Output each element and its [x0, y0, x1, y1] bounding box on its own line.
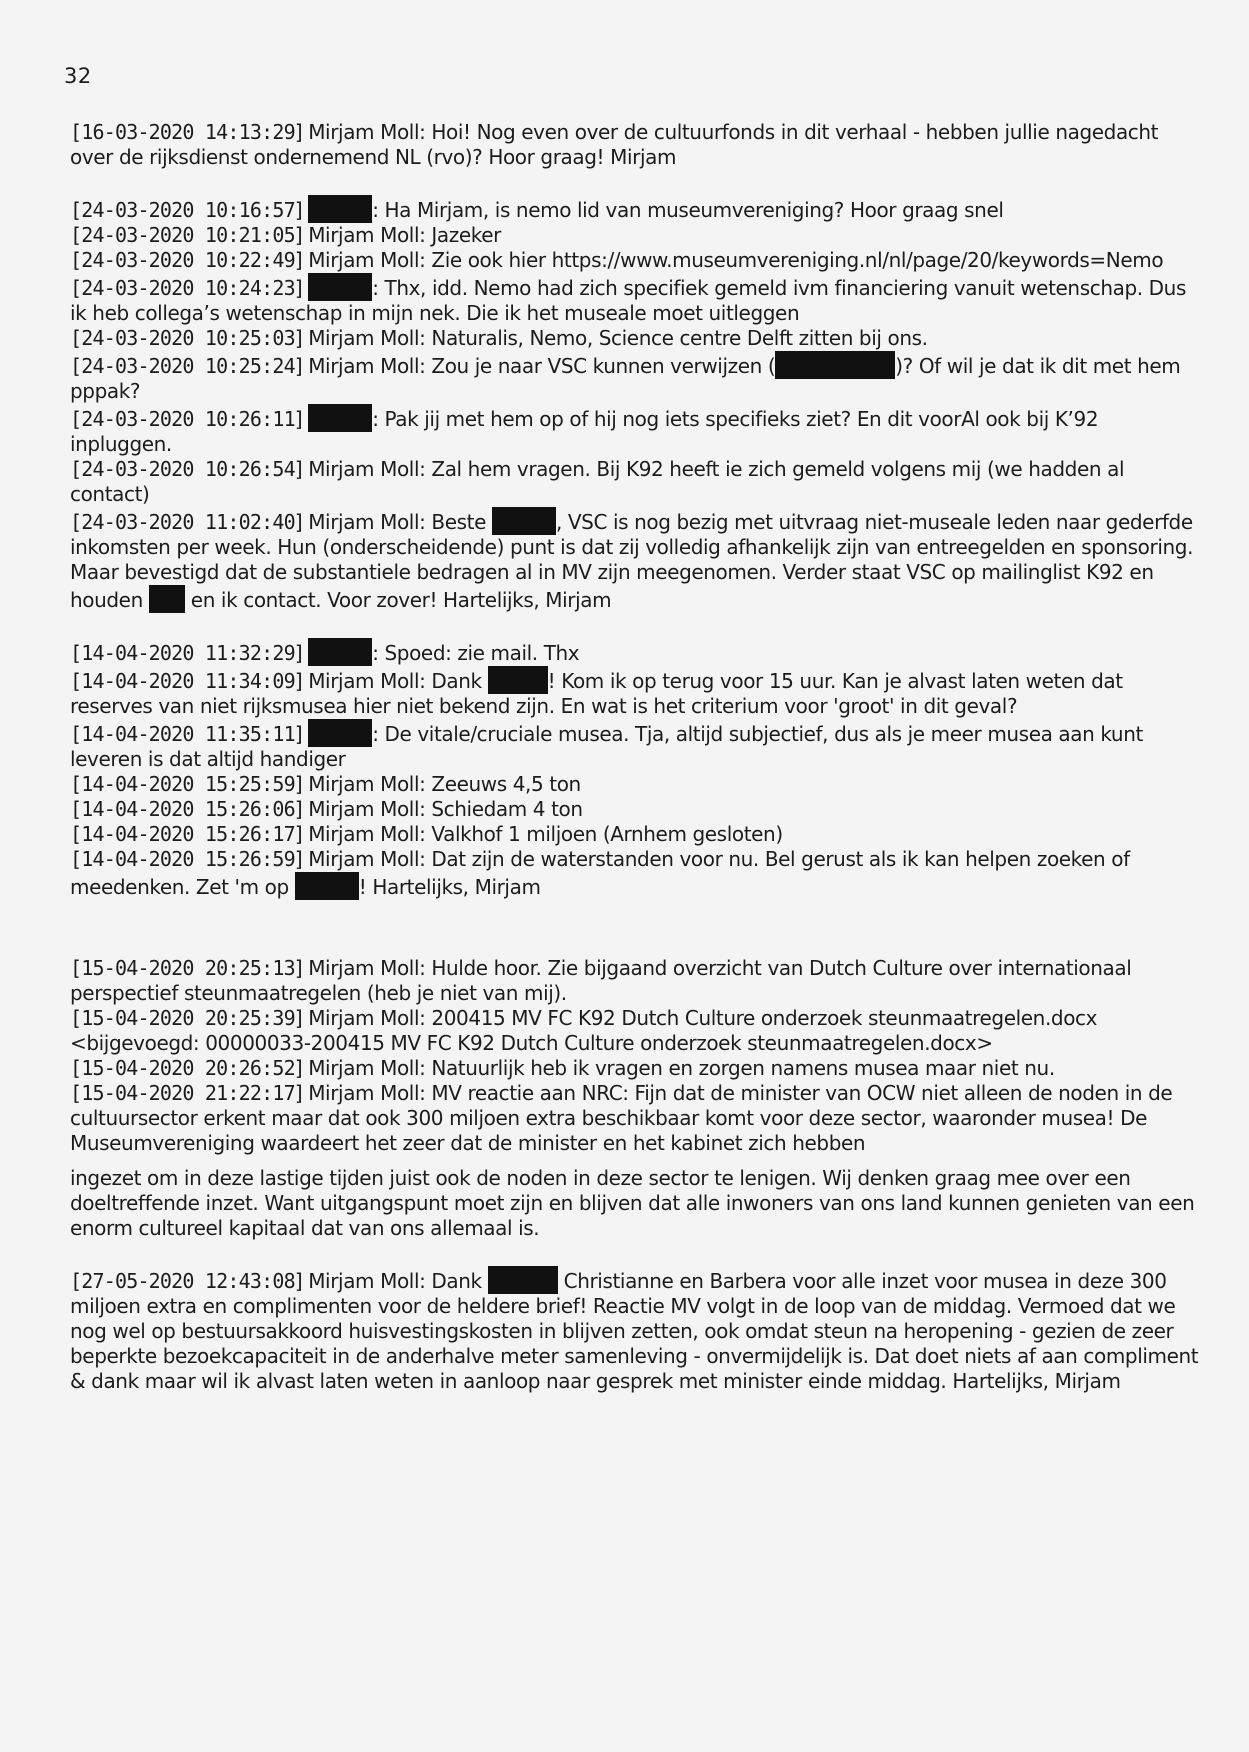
message-text: Mirjam Moll: Dat zijn de waterstanden voor nu. Bel gerust als ik kan helpen zoeken of meedenken. Zet 'm op: [70, 847, 1130, 899]
message-text: Mirjam Moll: Hulde hoor. Zie bijgaand overzicht van Dutch Culture over internationaal perspectief steunmaatregelen (heb je niet van mij).: [70, 956, 1132, 1005]
chat-entry: [70, 797, 1205, 822]
message-text: : De vitale/cruciale musea. Tja, altijd subjectief, dus als je meer musea aan kunt leveren is dat altijd handiger: [70, 722, 1143, 771]
chat-entry: [70, 507, 1205, 613]
chat-entry: [70, 404, 1205, 457]
timestamp-separator: ]: [294, 822, 309, 846]
timestamp-separator: ]: [294, 1006, 309, 1030]
chat-entry: [70, 1006, 1205, 1056]
timestamp-separator: ]: [294, 847, 309, 871]
chat-log: [70, 120, 1205, 1394]
timestamp: [24-03-2020 11:02:40: [70, 510, 295, 534]
timestamp: [24-03-2020 10:26:11: [70, 407, 295, 431]
timestamp-separator: ]: [294, 1081, 309, 1105]
chat-entry: [70, 638, 1205, 666]
message-text: : Spoed: zie mail. Thx: [372, 641, 580, 665]
message-text: Mirjam Moll: Dank: [308, 669, 488, 693]
chat-entry: [70, 248, 1205, 273]
timestamp-separator: ]: [294, 722, 309, 746]
timestamp-separator: ]: [294, 956, 309, 980]
message-text: Mirjam Moll: Naturalis, Nemo, Science centre Delft zitten bij ons.: [308, 326, 928, 350]
timestamp: [27-05-2020 12:43:08: [70, 1269, 295, 1293]
redaction-bar: [775, 351, 895, 379]
timestamp-separator: ]: [294, 1269, 309, 1293]
redaction-bar: [308, 638, 372, 666]
redaction-bar: [492, 507, 556, 535]
timestamp-separator: ]: [294, 1056, 309, 1080]
timestamp-separator: ]: [294, 248, 309, 272]
chat-entry: [70, 223, 1205, 248]
chat-entry: [70, 195, 1205, 223]
timestamp-separator: ]: [294, 198, 309, 222]
message-text: Mirjam Moll: 200415 MV FC K92 Dutch Culture onderzoek steunmaatregelen.docx <bijgevoegd: 00000033-200415 MV FC K92 Dutch Culture onderzoek steunmaatregelen.docx>: [70, 1006, 1098, 1055]
timestamp: [15-04-2020 20:25:13: [70, 956, 295, 980]
timestamp-separator: ]: [294, 276, 309, 300]
timestamp-separator: ]: [294, 641, 309, 665]
redaction-bar: [149, 585, 185, 613]
timestamp: [14-04-2020 11:35:11: [70, 722, 295, 746]
redaction-bar: [488, 1266, 558, 1294]
redaction-bar: [308, 404, 372, 432]
chat-entry: [70, 822, 1205, 847]
chat-entry: [70, 772, 1205, 797]
chat-entry: [70, 1081, 1205, 1156]
message-text: Mirjam Moll: Jazeker: [308, 223, 501, 247]
timestamp: [14-04-2020 15:26:06: [70, 797, 295, 821]
message-continuation: ingezet om in deze lastige tijden juist ook de noden in deze sector te lenigen. Wij denken graag mee over een doeltreffende inzet. Want uitgangspunt moet zijn en blijven dat alle inwoners van ons land kunnen genieten van een enorm cultureel kapitaal dat van ons allemaal is.: [70, 1166, 1195, 1240]
redaction-bar: [308, 195, 372, 223]
message-text: : Thx, idd. Nemo had zich specifiek gemeld ivm financiering vanuit wetenschap. Dus ik heb collega’s wetenschap in mijn nek. Die ik het museale moet uitleggen: [70, 276, 1186, 325]
timestamp: [24-03-2020 10:25:24: [70, 354, 295, 378]
timestamp: [15-04-2020 21:22:17: [70, 1081, 295, 1105]
message-text: Mirjam Moll: Valkhof 1 miljoen (Arnhem gesloten): [308, 822, 783, 846]
message-text: : Pak jij met hem op of hij nog iets specifieks ziet? En dit voorAl ook bij K’92 inpluggen.: [70, 407, 1099, 456]
chat-entry: [70, 120, 1205, 170]
chat-entry: [70, 666, 1205, 719]
message-text: Mirjam Moll: Dank: [308, 1269, 488, 1293]
timestamp: [24-03-2020 10:22:49: [70, 248, 295, 272]
chat-entry: [70, 273, 1205, 326]
chat-entry: [70, 457, 1205, 507]
timestamp: [14-04-2020 15:26:17: [70, 822, 295, 846]
redaction-bar: [308, 719, 372, 747]
chat-entry: [70, 956, 1205, 1006]
timestamp-separator: ]: [294, 797, 309, 821]
message-text: Mirjam Moll: Zie ook hier https://www.museumvereniging.nl/nl/page/20/keywords=Nemo: [308, 248, 1164, 272]
message-text: Mirjam Moll: Zou je naar VSC kunnen verwijzen (: [308, 354, 776, 378]
timestamp-separator: ]: [294, 326, 309, 350]
redaction-bar: [488, 666, 548, 694]
chat-entry: [70, 719, 1205, 772]
timestamp: [24-03-2020 10:21:05: [70, 223, 295, 247]
timestamp: [15-04-2020 20:26:52: [70, 1056, 295, 1080]
timestamp: [14-04-2020 11:34:09: [70, 669, 295, 693]
timestamp: [14-04-2020 11:32:29: [70, 641, 295, 665]
message-text: Mirjam Moll: Schiedam 4 ton: [308, 797, 583, 821]
timestamp-separator: ]: [294, 354, 309, 378]
message-text: Mirjam Moll: Zal hem vragen. Bij K92 heeft ie zich gemeld volgens mij (we hadden al contact): [70, 457, 1125, 506]
message-text: Mirjam Moll: Hoi! Nog even over de cultuurfonds in dit verhaal - hebben jullie nagedacht over de rijksdienst ondernemend NL (rvo)? Hoor graag! Mirjam: [70, 120, 1159, 169]
timestamp: [14-04-2020 15:26:59: [70, 847, 295, 871]
message-text: Mirjam Moll: Beste: [308, 510, 492, 534]
message-text: Christianne en Barbera voor alle inzet voor musea in deze 300 miljoen extra en complimenten voor de heldere brief! Reactie MV volgt in de loop van de middag. Vermoed dat we nog wel op bestuursakkoord huisvestingskosten in blijven zetten, ook omdat steun na heropening - gezien de zeer beperkte bezoekcapaciteit in de anderhalve meter samenleving - onvermijdelijk is. Dat doet niets af aan compliment & dank maar wil ik alvast laten weten in aanloop naar gesprek met minister einde middag. Hartelijks, Mirjam: [70, 1269, 1199, 1393]
chat-entry: [70, 326, 1205, 351]
chat-entry: [70, 1056, 1205, 1081]
message-text: )? Of wil je dat ik dit met hem pppak?: [70, 354, 1181, 403]
timestamp-separator: ]: [294, 407, 309, 431]
message-text: Mirjam Moll: MV reactie aan NRC: Fijn dat de minister van OCW niet alleen de noden in de cultuursector erkent maar dat ook 300 miljoen extra beschikbaar komt voor deze sector, waaronder musea! De Museumvereniging waardeert het zeer dat de minister en het kabinet zich hebben: [70, 1081, 1173, 1155]
timestamp-separator: ]: [294, 457, 309, 481]
timestamp-separator: ]: [294, 669, 309, 693]
timestamp: [24-03-2020 10:24:23: [70, 276, 295, 300]
message-text: : Ha Mirjam, is nemo lid van museumvereniging? Hoor graag snel: [372, 198, 1004, 222]
timestamp: [24-03-2020 10:16:57: [70, 198, 295, 222]
message-text: ! Hartelijks, Mirjam: [358, 875, 541, 899]
message-text: Mirjam Moll: Zeeuws 4,5 ton: [308, 772, 581, 796]
page-number: 32: [64, 64, 92, 88]
message-text: , VSC is nog bezig met uitvraag niet-museale leden naar gederfde inkomsten per week. Hun (onderscheidende) punt is dat zij volledig afhankelijk zijn van entreegelden en sponsoring. Maar bevestigd dat de substantiele bedragen al in MV zijn meegenomen. Verder staat VSC op mailinglist K92 en houden: [70, 510, 1194, 612]
timestamp-separator: ]: [294, 120, 309, 144]
redaction-bar: [295, 872, 359, 900]
chat-entry: [70, 1266, 1205, 1394]
timestamp: [24-03-2020 10:26:54: [70, 457, 295, 481]
timestamp-separator: ]: [294, 510, 309, 534]
message-text: ! Kom ik op terug voor 15 uur. Kan je alvast laten weten dat reserves van niet rijksmusea hier niet bekend zijn. En wat is het criterium voor 'groot' in dit geval?: [70, 669, 1123, 718]
timestamp-separator: ]: [294, 223, 309, 247]
redaction-bar: [308, 273, 372, 301]
timestamp: [16-03-2020 14:13:29: [70, 120, 295, 144]
chat-entry: [70, 847, 1205, 900]
timestamp-separator: ]: [294, 772, 309, 796]
timestamp: [15-04-2020 20:25:39: [70, 1006, 295, 1030]
timestamp: [24-03-2020 10:25:03: [70, 326, 295, 350]
timestamp: [14-04-2020 15:25:59: [70, 772, 295, 796]
message-text: en ik contact. Voor zover! Hartelijks, Mirjam: [184, 588, 612, 612]
chat-entry: [70, 351, 1205, 404]
message-text: Mirjam Moll: Natuurlijk heb ik vragen en zorgen namens musea maar niet nu.: [308, 1056, 1055, 1080]
